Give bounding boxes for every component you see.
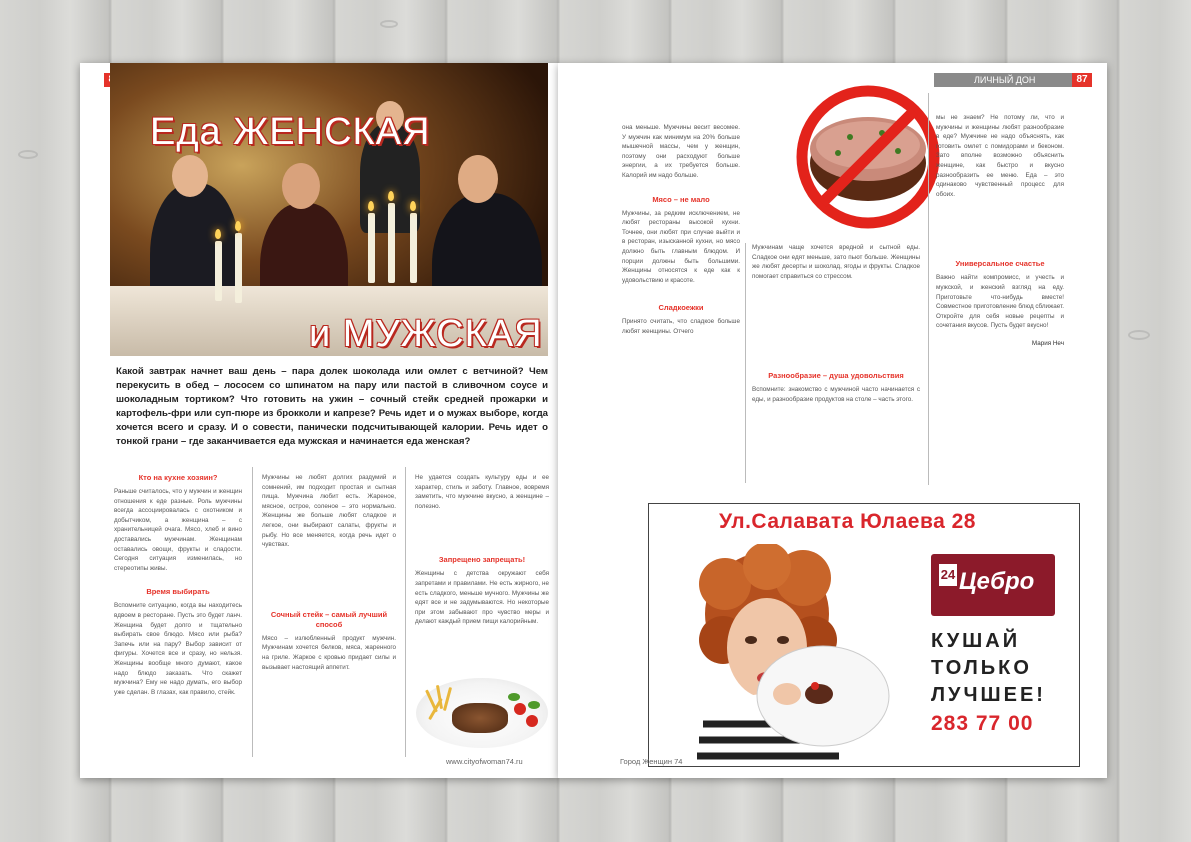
subheading: Запрещено запрещать! [438, 555, 526, 565]
ad-address: Ул.Салавата Юлаева 28 [719, 510, 976, 533]
advertisement [648, 503, 1080, 767]
restaurant-photo [110, 63, 548, 356]
paragraph: Женщины с детства окружают себя запретами и правилами. Не есть жирного, не есть сладкого, меньше мучного. Мужчины же едят все и не задумываются. Но некоторые при этом забывают про чувство меры и делают каждый прием пищи калорийным. [415, 570, 549, 626]
column-2 [752, 243, 920, 493]
paragraph: Мясо – излюбленный продукт мужчин. Мужчинам хочется белков, мяса, жаренного на гриле. Жаркое с кровью придает силы и вызывает настоящий аппетит. [262, 634, 396, 671]
wood-knot [1128, 330, 1150, 340]
ad-phone: 283 77 00 [931, 712, 1034, 735]
girl-eating-image [663, 544, 903, 766]
paragraph: Вспомните: знакомство с мужчиной часто начинается с еды, и разнообразие продуктов на столе – часть этого. [752, 386, 920, 403]
slogan-line: КУШАЙ [931, 630, 1021, 652]
article-title-line1: Еда ЖЕНСКАЯ [150, 111, 431, 153]
column-2 [262, 473, 396, 763]
article-lead: Какой завтрак начнет ваш день – пара долек шоколада или омлет с ветчиной? Чем перекусить в обед – лососем со шпинатом на пару или пастой в сливочном соусе и шоколадным тортиком? Что готовить на ужин – сочный стейк средней прожарки и картофель-фри или суп-пюре из брокколи и капрезе? Речь идет и о мужах выборе, когда хочется всего и сразу. И о совести, панически подсчитывающей калории. Речь идет о тонкой грани – где заканчивается еда мужская и начинается еда женская? [116, 366, 548, 447]
paragraph: Мужчинам чаще хочется вредной и сытной еды. Сладкое они едят меньше, зато пьют больше. Женщины же любят десерты и шоколад, ягоды и фрукты. Сладкое помогает справиться со стрессом. [752, 244, 920, 280]
slogan-line: ТОЛЬКО [931, 657, 1032, 679]
logo-text: Цебро [959, 568, 1035, 595]
wood-knot [380, 20, 398, 28]
no-cake-sign-icon [790, 79, 946, 235]
paragraph: Мужчины, за редким исключением, не любят рестораны высокой кухни. Точнее, они любят при случае выйти и в ресторан, изысканной кухни, но мясо должно быть главным блюдом. И порции должны быть большими. Женщины относятся к еде как к удовольствию и красоте. [622, 209, 740, 284]
paragraph: Вспомните ситуацию, когда вы находитесь вдвоем в ресторане. Пусть это будет ланч. Женщина будет долго и тщательно выбирать свое блюдо. Мясо или рыба? Запечь или на пару? Выбор зависит от фигуры. Хочется все и сразу, но нельзя. Женщины вообще много думают, какое надо блюдо заказать. Что скажет мужчина? Ему не надо думать, его выбор уже сделан. В глазах, как правило, стейк. [114, 602, 242, 696]
paragraph: Принято считать, что сладкое больше любят женщины. Отчего [622, 318, 740, 335]
subheading: Сладкоежки [658, 303, 704, 313]
steak [452, 703, 508, 733]
paragraph: мы не знаем? Не потому ли, что и мужчины и женщины любят разнообразие в еде? Мужчине не надо объяснять, как готовить омлет с помидорами и беконом. Зато вполне возможно объяснить женщине, как быстро и вкусно разнообразить ее меню. Еда – это одинаково чувственный процесс для обоих. [936, 114, 1064, 198]
magazine-footer: Город Женщин 74 [620, 757, 683, 766]
column-3 [415, 473, 549, 673]
subheading: Кто на кухне хозяин? [138, 473, 218, 482]
paragraph: Раньше считалось, что у мужчин и женщин отношения к еде разные. Роль мужчины всегда ассоциировалась с охотником и добытчиком, а женщина – с хранительницей очага. Мясо, хлеб и вино доставались мужчинам. Женщинам оставались овощи, фрукты и сладости. Сегодня ситуация изменилась, но стереотипы живы. [114, 488, 242, 572]
wood-knot [18, 150, 38, 159]
slogan-line: ЛУЧШЕЕ! [931, 684, 1046, 706]
logo-badge: 24 [939, 564, 957, 586]
author: Мария Неч [1031, 339, 1064, 347]
column-1 [622, 123, 740, 495]
page-number: 87 [1072, 73, 1092, 87]
right-page [558, 63, 1107, 778]
article-title-line2: и МУЖСКАЯ [309, 313, 543, 355]
left-page [80, 63, 558, 778]
column-1 [114, 467, 242, 763]
paragraph: она меньше. Мужчины весит весомее. У мужчин как минимум на 20% больше мышечной массы, чем у женщин, поэтому они расходуют больше энергии, а их требуется больше. Калорий им надо больше. [622, 124, 740, 179]
paragraph: Не удается создать культуру еды и ее характер, стиль и заботу. Главное, вовремя заметить, что мужчине вкусно, а женщине – полезно. [415, 474, 549, 510]
subheading: Время выбирать [146, 587, 210, 597]
column-3 [936, 113, 1064, 483]
paragraph: Мужчины не любят долгих раздумий и сомнений, им подходит простая и сытная пища. Мужчина любит есть. Жареное, мясное, острое, соленое – это нормально. Женщины же больше любят сладкое и легкое, они выбирают салаты, фрукты и рыбу. Но все меняется, когда речь идет о чувствах. [262, 474, 396, 549]
section-header: ЛИЧНЫЙ ДОН [934, 73, 1072, 87]
subheading: Универсальное счастье [955, 259, 1045, 269]
subheading: Мясо – не мало [652, 194, 710, 204]
website-url: www.cityofwoman74.ru [446, 757, 523, 766]
paragraph: Важно найти компромисс, и учесть и мужской, и женский взгляд на еду. Приготовьте что-нибудь вместе! Совместное приготовление блюд сближает. Откройте для себя новые рецепты и сочетания вкусов. Пусть будет вкусно! [936, 274, 1064, 330]
ad-slogan [931, 628, 1046, 709]
brand-logo [931, 554, 1055, 616]
subheading: Сочный стейк – самый лучший способ [270, 609, 388, 629]
subheading: Разнообразие – душа удовольствия [768, 371, 904, 381]
